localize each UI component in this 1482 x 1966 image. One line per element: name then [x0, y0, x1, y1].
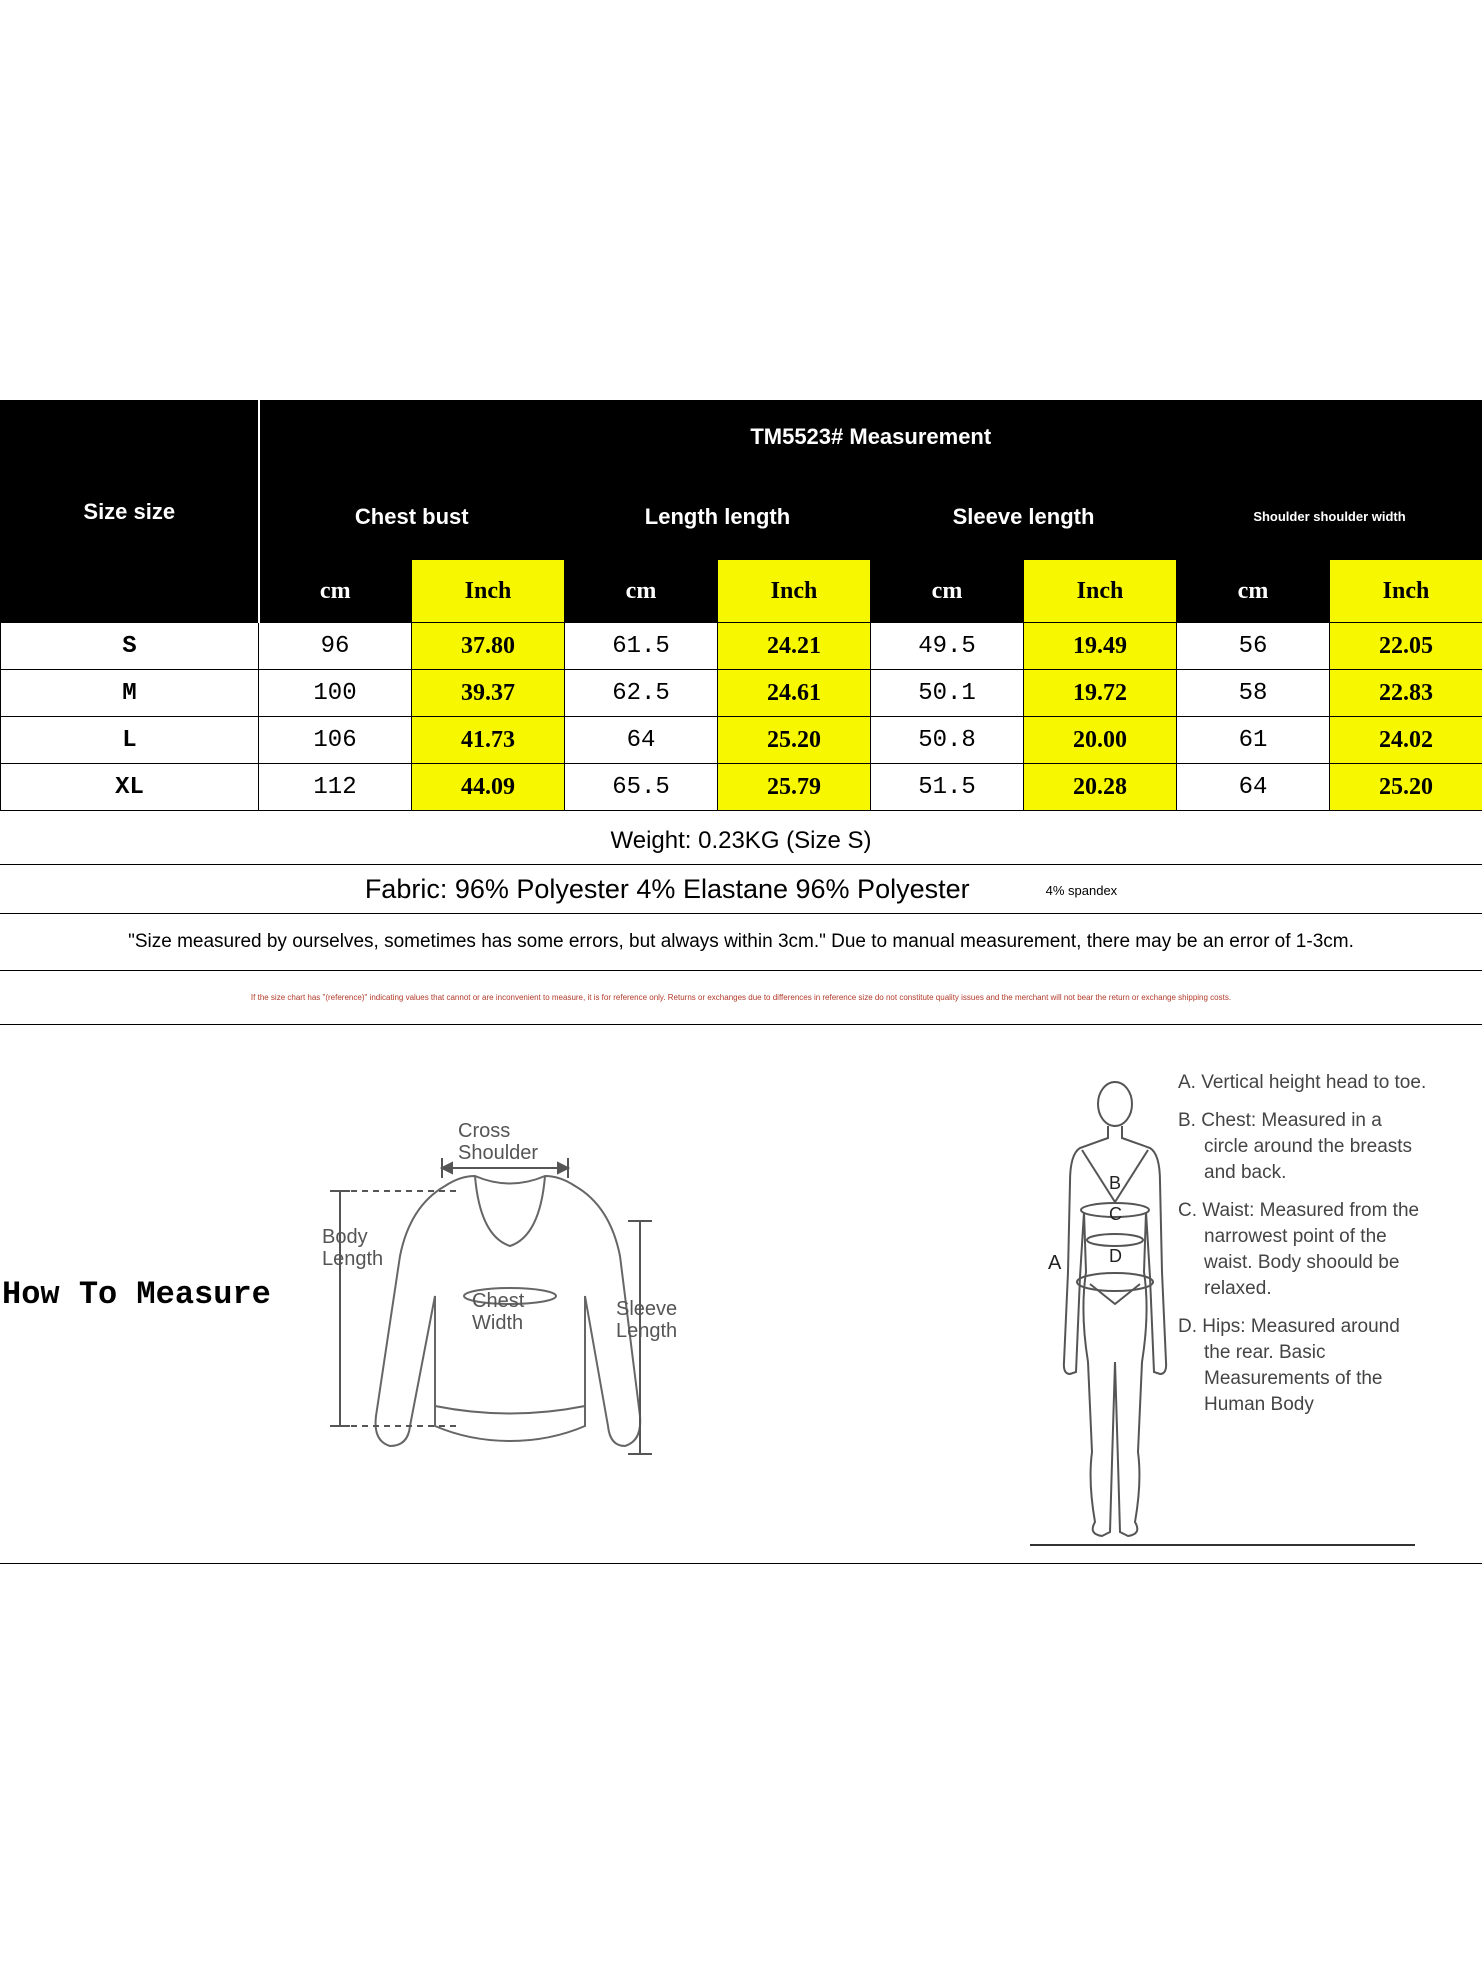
group-header-length: Length length [565, 474, 871, 560]
unit-header: Inch [412, 560, 565, 623]
unit-header: Inch [1024, 560, 1177, 623]
fabric-text: Fabric: 96% Polyester 4% Elastane 96% Polyester [364, 874, 970, 904]
value-cell: 25.79 [718, 764, 871, 811]
body-marker-c: C [1109, 1204, 1122, 1224]
value-cell: 96 [259, 623, 412, 670]
unit-header: cm [871, 560, 1024, 623]
fabric-row [0, 865, 1482, 914]
value-cell: 20.28 [1024, 764, 1177, 811]
how-to-measure-section [0, 1026, 1482, 1564]
value-cell: 112 [259, 764, 412, 811]
unit-header: Inch [1330, 560, 1482, 623]
value-cell: 56 [1177, 623, 1330, 670]
legend-item: D. Hips: Measured around the rear. Basic Measurements of the Human Body [1178, 1316, 1400, 1415]
value-cell: 24.21 [718, 623, 871, 670]
legend-item: B. Chest: Measured in a circle around the breasts and back. [1178, 1110, 1413, 1183]
measurement-legend [1178, 1070, 1428, 1430]
value-cell: 106 [259, 717, 412, 764]
group-header-shoulder: Shoulder shoulder width [1177, 474, 1482, 560]
size-cell: L [1, 717, 259, 764]
value-cell: 61.5 [565, 623, 718, 670]
unit-header: cm [565, 560, 718, 623]
value-cell: 51.5 [871, 764, 1024, 811]
value-cell: 39.37 [412, 670, 565, 717]
table-title: TM5523# Measurement [259, 401, 1482, 474]
value-cell: 44.09 [412, 764, 565, 811]
table-row [1, 670, 1482, 717]
legend-item: C. Waist: Measured from the narrowest point of the waist. Body shoould be relaxed. [1178, 1200, 1420, 1299]
table-row [1, 764, 1482, 811]
value-cell: 50.1 [871, 670, 1024, 717]
value-cell: 20.00 [1024, 717, 1177, 764]
value-cell: 61 [1177, 717, 1330, 764]
body-length-label: Body Length [322, 1226, 384, 1270]
value-cell: 25.20 [718, 717, 871, 764]
value-cell: 65.5 [565, 764, 718, 811]
body-marker-d: D [1109, 1246, 1122, 1266]
how-to-measure-title: How To Measure [2, 1276, 271, 1313]
group-header-sleeve: Sleeve length [871, 474, 1177, 560]
value-cell: 64 [1177, 764, 1330, 811]
value-cell: 19.72 [1024, 670, 1177, 717]
value-cell: 49.5 [871, 623, 1024, 670]
value-cell: 62.5 [565, 670, 718, 717]
size-cell: XL [1, 764, 259, 811]
body-marker-a: A [1048, 1252, 1062, 1274]
disclaimer-text: If the size chart has "(reference)" indicating values that cannot or are inconvenient to measure, it is for reference only. Returns or exchanges due to differences in reference size do not constitute quality issues and the merchant will not bear the return or exchange shipping costs. [0, 971, 1482, 1025]
table-row [1, 717, 1482, 764]
value-cell: 37.80 [412, 623, 565, 670]
fabric-small-text: 4% spandex [1045, 882, 1118, 898]
body-marker-b: B [1109, 1173, 1122, 1193]
value-cell: 41.73 [412, 717, 565, 764]
value-cell: 64 [565, 717, 718, 764]
measurement-note: "Size measured by ourselves, sometimes has some errors, but always within 3cm." Due to manual measurement, there may be an error of 1-3cm. [0, 914, 1482, 971]
size-chart [0, 400, 1482, 811]
value-cell: 22.05 [1330, 623, 1482, 670]
value-cell: 50.8 [871, 717, 1024, 764]
size-cell: S [1, 623, 259, 670]
size-table [0, 400, 1482, 811]
unit-header: Inch [718, 560, 871, 623]
value-cell: 100 [259, 670, 412, 717]
value-cell: 19.49 [1024, 623, 1177, 670]
value-cell: 58 [1177, 670, 1330, 717]
size-cell: M [1, 670, 259, 717]
sleeve-length-label: Sleeve Length [616, 1298, 678, 1342]
cross-shoulder-label: Cross Shoulder [458, 1120, 539, 1164]
weight-row: Weight: 0.23KG (Size S) [0, 818, 1482, 865]
size-column-header: Size size [1, 401, 259, 623]
legend-item: A. Vertical height head to toe. [1178, 1072, 1427, 1093]
value-cell: 24.02 [1330, 717, 1482, 764]
chest-width-label: Chest Width [472, 1290, 525, 1334]
table-row [1, 623, 1482, 670]
value-cell: 22.83 [1330, 670, 1482, 717]
group-header-chest: Chest bust [259, 474, 565, 560]
value-cell: 25.20 [1330, 764, 1482, 811]
value-cell: 24.61 [718, 670, 871, 717]
unit-header: cm [259, 560, 412, 623]
unit-header: cm [1177, 560, 1330, 623]
